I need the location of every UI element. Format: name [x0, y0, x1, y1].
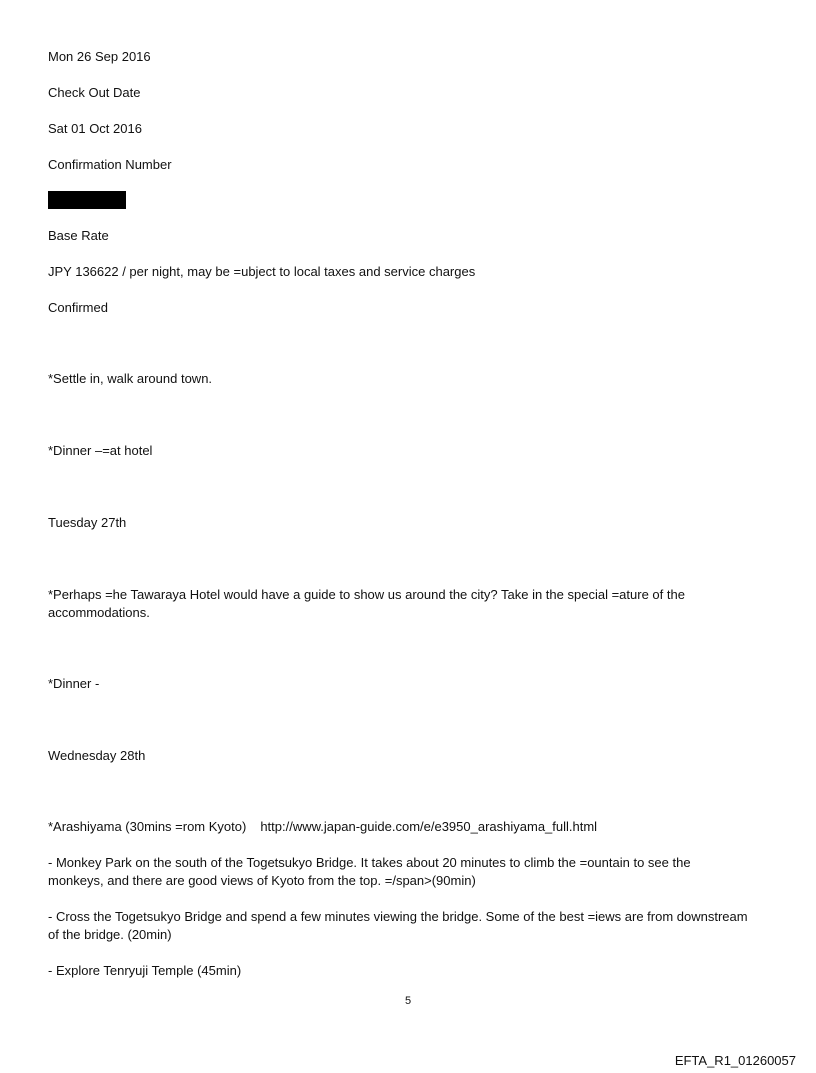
- arashiyama-text: *Arashiyama (30mins =rom Kyoto): [48, 819, 247, 834]
- checkout-label: Check Out Date: [48, 85, 141, 100]
- base-rate-label: Base Rate: [48, 228, 109, 243]
- checkin-date: Mon 26 Sep 2016: [48, 49, 151, 64]
- redaction-block: [48, 191, 126, 209]
- note-settle: *Settle in, walk around town.: [48, 371, 213, 386]
- base-rate-value: JPY 136622 / per night, may be =ubject to local taxes and service charges: [48, 264, 476, 279]
- confirmation-label: Confirmation Number: [48, 157, 172, 172]
- list-item-monkey-park: - Monkey Park on the south of the Togetsukyo Bridge. It takes about 20 minutes to climb the =ountain to see the monkeys, and there are good views of Kyoto from the top. =/span>(90min): [48, 855, 691, 888]
- arashiyama-line: [48, 818, 597, 836]
- list-item-temple: - Explore Tenryuji Temple (45min): [48, 963, 242, 978]
- day-heading-wednesday: Wednesday 28th: [48, 748, 146, 763]
- page-number: 5: [404, 995, 412, 1007]
- arashiyama-link[interactable]: http://www.japan-guide.com/e/e3950_arashiyama_full.html: [260, 819, 598, 834]
- note-dinner-hotel: *Dinner –=at hotel: [48, 443, 153, 458]
- note-dinner: *Dinner -: [48, 676, 100, 691]
- document-id: EFTA_R1_01260057: [674, 1053, 796, 1068]
- checkout-date: Sat 01 Oct 2016: [48, 121, 142, 136]
- list-item-bridge: - Cross the Togetsukyo Bridge and spend a few minutes viewing the bridge. Some of the best =iews are from downstream of the bridge. (20min): [48, 909, 748, 942]
- status-text: Confirmed: [48, 300, 108, 315]
- note-guide: *Perhaps =he Tawaraya Hotel would have a guide to show us around the city? Take in the special =ature of the accommodations.: [48, 587, 685, 620]
- day-heading-tuesday: Tuesday 27th: [48, 515, 127, 530]
